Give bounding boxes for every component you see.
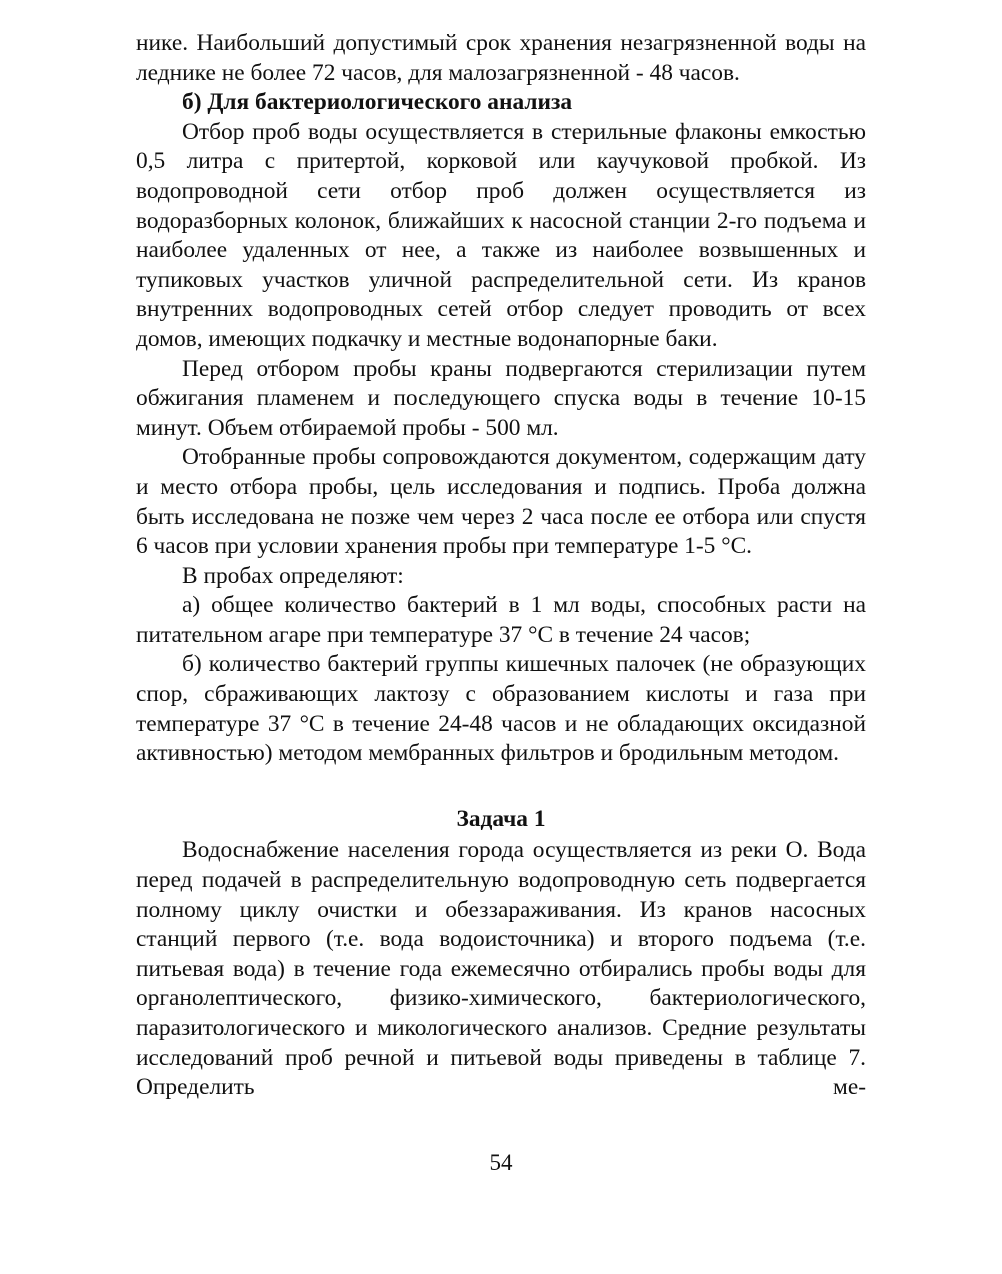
task-title: Задача 1 <box>456 805 546 832</box>
task-text: Водоснабжение населения города осуществляется из реки О. Вода перед подачей в распределительную водопроводную сеть подвергается полному циклу очистки и обеззараживания. Из кранов насосных станций первого (т.е. вода водоисточника) и второго подъема (т.е. питьевая вода) в течение года ежемесячно отбирались пробы воды для органолептического, физико-химического, бактериологического, паразитологического и микологического анализов. Средние результаты исследований проб речной и питьевой воды приведены в таблице 7. Определить ме- <box>136 837 866 1101</box>
document-page <box>136 29 866 1103</box>
paragraph-determine-intro: В пробах определяют: <box>182 562 404 589</box>
paragraph-sampling: Отбор проб воды осуществляется в стерильные флаконы емкостью 0,5 литра с притертой, корковой или каучуковой пробкой. Из водопроводной сети отбор проб должен осуществляется из водоразборных колонок, ближайших к насосной станции 2-го подъема и наиболее удаленных от нее, а также из наиболее возвышенных и тупиковых участков уличной распределительной сети. Из кранов внутренних водопроводных сетей отбор следует проводить от всех домов, имеющих подкачку и местные водонапорные баки. <box>136 118 866 352</box>
page-number: 54 <box>489 1150 513 1175</box>
section-gap <box>136 769 866 805</box>
list-item-a: а) общее количество бактерий в 1 мл воды, способных расти на питательном агаре при температуре 37 °С в течение 24 часов; <box>136 592 866 648</box>
paragraph-documentation: Отобранные пробы сопровождаются документом, содержащим дату и место отбора пробы, цель исследования и подпись. Проба должна быть исследована не позже чем через 2 часа после ее отбора или спустя 6 часов при условии хранения пробы при температуре 1-5 °С. <box>136 444 866 560</box>
section-heading-bacteriological: б) Для бактериологического анализа <box>182 89 573 116</box>
paragraph-storage-continuation: нике. Наибольший допустимый срок хранения незагрязненной воды на леднике не более 72 часов, для малозагрязненной - 48 часов. <box>136 30 866 86</box>
list-item-b: б) количество бактерий группы кишечных палочек (не образующих спор, сбраживающих лактозу с образованием кислоты и газа при температуре 37 °С в течение 24-48 часов и не обладающих оксидазной активностью) методом мембранных фильтров и бродильным методом. <box>136 651 866 767</box>
paragraph-sterilization: Перед отбором пробы краны подвергаются стерилизации путем обжигания пламенем и последующего спуска воды в течение 10-15 минут. Объем отбираемой пробы - 500 мл. <box>136 355 866 441</box>
